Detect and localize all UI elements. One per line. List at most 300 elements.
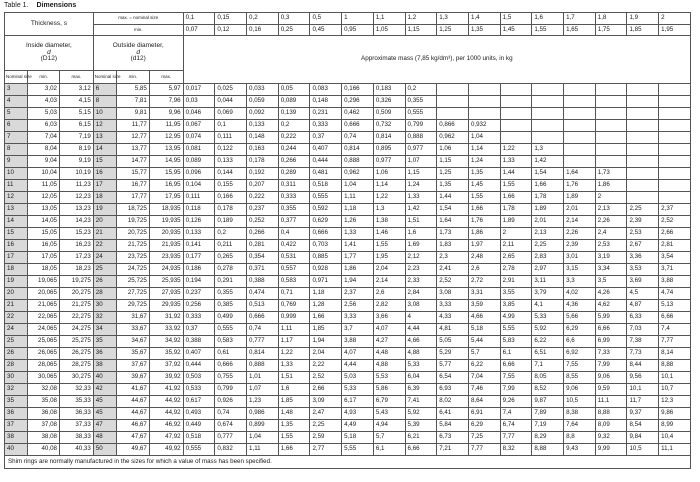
mass-value: 0,799 <box>405 120 437 132</box>
mass-value <box>564 84 596 96</box>
mass-value <box>595 108 627 120</box>
mass-value: 0,449 <box>183 420 215 432</box>
thickness-min-value: 1,55 <box>532 25 564 36</box>
mass-value: 1,35 <box>437 180 469 192</box>
mass-value: 0,377 <box>278 216 310 228</box>
mass-value: 3,3 <box>564 276 596 288</box>
inside-nominal-size: 13 <box>5 204 28 216</box>
inside-diameter-min: 26,065 <box>28 348 60 360</box>
outside-diameter-max: 44,92 <box>149 408 183 420</box>
mass-value: 0,222 <box>278 132 310 144</box>
mass-value: 1,64 <box>564 168 596 180</box>
mass-value <box>659 168 691 180</box>
outside-nominal-size: 25 <box>93 264 116 276</box>
mass-value: 0,2 <box>405 84 437 96</box>
mass-value: 0,133 <box>183 228 215 240</box>
outside-diameter-min: 44,67 <box>117 396 150 408</box>
mass-value: 0,083 <box>310 84 342 96</box>
outside-nominal-size: 47 <box>93 420 116 432</box>
mass-value: 4,93 <box>342 408 374 420</box>
mass-value <box>532 108 564 120</box>
outside-diameter-min: 14,77 <box>117 156 150 168</box>
mass-value: 5,29 <box>437 348 469 360</box>
mass-value: 2 <box>500 228 532 240</box>
mass-value <box>437 108 469 120</box>
mass-value: 3,5 <box>595 276 627 288</box>
outside-nominal-size: 30 <box>93 300 116 312</box>
mass-value: 9,86 <box>659 408 691 420</box>
inside-nominal-size: 4 <box>5 96 28 108</box>
outside-diameter-min: 39,67 <box>117 372 150 384</box>
mass-value: 7,19 <box>532 420 564 432</box>
mass-value: 6,66 <box>659 312 691 324</box>
mass-value: 5,77 <box>437 360 469 372</box>
mass-value: 1,73 <box>595 168 627 180</box>
thickness-max-value: 1 <box>342 13 374 25</box>
thickness-max-value: 2 <box>659 13 691 25</box>
outside-nominal-size: 6 <box>93 84 116 96</box>
thickness-max-value: 1,9 <box>627 13 659 25</box>
mass-value: 2,13 <box>595 204 627 216</box>
table-row <box>5 264 691 276</box>
mass-value: 8,44 <box>627 360 659 372</box>
mass-value: 7,25 <box>468 432 500 444</box>
mass-value: 7,1 <box>532 360 564 372</box>
mass-value: 0,2 <box>215 228 247 240</box>
mass-value: 0,999 <box>278 312 310 324</box>
outside-diameter-max: 19,935 <box>149 216 183 228</box>
mass-value: 1,94 <box>310 336 342 348</box>
max-nominal-label: max. = nominal size <box>93 13 183 25</box>
outside-diameter-min: 13,77 <box>117 144 150 156</box>
inside-nominal-size: 40 <box>5 444 28 456</box>
mass-value: 5,33 <box>532 312 564 324</box>
mass-value: 0,832 <box>215 444 247 456</box>
mass-value: 3,11 <box>532 276 564 288</box>
mass-value: 0,462 <box>342 108 374 120</box>
mass-value <box>532 96 564 108</box>
mass-value: 2,13 <box>532 228 564 240</box>
outside-max-label: max. <box>149 71 183 84</box>
table-row <box>5 180 691 192</box>
outside-diameter-max: 46,92 <box>149 420 183 432</box>
mass-value: 7,77 <box>468 444 500 456</box>
inside-nominal-size: 11 <box>5 180 28 192</box>
outside-diameter-max: 37,92 <box>149 360 183 372</box>
mass-value: 1,35 <box>278 420 310 432</box>
mass-value: 0,666 <box>310 228 342 240</box>
mass-value: 4,66 <box>405 336 437 348</box>
mass-value: 0,231 <box>310 108 342 120</box>
mass-value: 2,52 <box>437 276 469 288</box>
min-label: min. <box>93 25 183 36</box>
mass-value: 0,291 <box>215 276 247 288</box>
inside-diameter-min: 37,08 <box>28 420 60 432</box>
mass-value: 1,33 <box>342 228 374 240</box>
outside-diameter-min: 21,725 <box>117 240 150 252</box>
mass-value: 1,07 <box>247 384 279 396</box>
mass-value: 8,88 <box>595 408 627 420</box>
mass-value: 0,388 <box>247 276 279 288</box>
thickness-max-value: 0,2 <box>247 13 279 25</box>
inside-diameter-max: 26,275 <box>59 348 93 360</box>
mass-value <box>468 108 500 120</box>
mass-value: 9,37 <box>627 408 659 420</box>
mass-value: 0,703 <box>310 240 342 252</box>
mass-value: 5,7 <box>468 348 500 360</box>
mass-value: 4,44 <box>405 324 437 336</box>
mass-value: 6,22 <box>468 360 500 372</box>
mass-value: 0,03 <box>183 96 215 108</box>
outside-diameter-min: 34,67 <box>117 336 150 348</box>
mass-value: 6,66 <box>500 360 532 372</box>
mass-value: 5,66 <box>564 312 596 324</box>
inside-diameter-max: 6,15 <box>59 120 93 132</box>
inside-diameter-min: 16,05 <box>28 240 60 252</box>
mass-value: 8,88 <box>659 360 691 372</box>
mass-value: 0,017 <box>183 84 215 96</box>
outside-nominal-size: 26 <box>93 276 116 288</box>
mass-value: 4,62 <box>595 300 627 312</box>
inside-diameter-min: 28,065 <box>28 360 60 372</box>
mass-value: 1,95 <box>373 252 405 264</box>
mass-value: 4,36 <box>564 300 596 312</box>
outside-diameter-min: 33,67 <box>117 324 150 336</box>
outside-nominal-size: 16 <box>93 168 116 180</box>
mass-value: 3,69 <box>627 276 659 288</box>
mass-value: 8,02 <box>437 396 469 408</box>
table-row <box>5 408 691 420</box>
mass-value: 4,88 <box>373 360 405 372</box>
mass-value: 6,54 <box>437 372 469 384</box>
mass-value: 0,244 <box>278 144 310 156</box>
mass-value: 11,7 <box>627 396 659 408</box>
inside-diameter-max: 20,275 <box>59 288 93 300</box>
table-row <box>5 240 691 252</box>
mass-value: 10,5 <box>627 444 659 456</box>
mass-value: 3,15 <box>564 264 596 276</box>
mass-value: 0,311 <box>278 180 310 192</box>
outside-diameter-min: 25,725 <box>117 276 150 288</box>
outside-diameter-min: 31,67 <box>117 312 150 324</box>
mass-value <box>500 120 532 132</box>
mass-value: 7,73 <box>627 348 659 360</box>
mass-value <box>564 108 596 120</box>
mass-value <box>500 96 532 108</box>
outside-diameter-tolerance: (d12) <box>130 55 146 63</box>
mass-value: 0,059 <box>247 96 279 108</box>
inside-diameter-min: 25,065 <box>28 336 60 348</box>
mass-value: 1,55 <box>278 432 310 444</box>
inside-diameter-min: 8,04 <box>28 144 60 156</box>
mass-value: 0,971 <box>310 276 342 288</box>
mass-value: 0,333 <box>310 120 342 132</box>
table-row <box>5 204 691 216</box>
mass-value: 0,61 <box>215 348 247 360</box>
mass-value: 2,01 <box>532 216 564 228</box>
mass-value <box>627 144 659 156</box>
inside-diameter-max: 30,275 <box>59 372 93 384</box>
inside-nominal-size: 36 <box>5 408 28 420</box>
mass-value: 5,39 <box>405 420 437 432</box>
inside-diameter-min: 38,08 <box>28 432 60 444</box>
mass-value: 3,85 <box>500 300 532 312</box>
outside-diameter-min: 35,67 <box>117 348 150 360</box>
outside-nominal-size: 18 <box>93 192 116 204</box>
mass-value: 4,27 <box>373 336 405 348</box>
mass-value: 0,252 <box>247 216 279 228</box>
mass-value: 4,02 <box>564 288 596 300</box>
mass-value: 1,54 <box>532 168 564 180</box>
mass-value: 1,01 <box>247 372 279 384</box>
outside-diameter-max: 31,92 <box>149 312 183 324</box>
mass-value: 1,6 <box>278 384 310 396</box>
thickness-max-value: 1,1 <box>373 13 405 25</box>
outside-diameter-max: 49,92 <box>149 444 183 456</box>
mass-value: 6,74 <box>500 420 532 432</box>
inside-nominal-size: 5 <box>5 108 28 120</box>
mass-value: 0,178 <box>247 156 279 168</box>
mass-value: 6,1 <box>373 444 405 456</box>
mass-value: 1,35 <box>468 168 500 180</box>
inside-diameter-max: 22,275 <box>59 312 93 324</box>
mass-value: 2,53 <box>595 240 627 252</box>
mass-value <box>627 120 659 132</box>
outside-nominal-size: 20 <box>93 216 116 228</box>
mass-value: 0,407 <box>183 348 215 360</box>
inside-diameter-max: 18,23 <box>59 264 93 276</box>
mass-value: 0,089 <box>183 156 215 168</box>
mass-value: 5,86 <box>373 384 405 396</box>
mass-header: Approximate mass (7,85 kg/dm³), per 1000 units, in kg <box>183 36 690 84</box>
mass-value <box>595 144 627 156</box>
mass-value: 0,265 <box>215 252 247 264</box>
mass-value: 9,43 <box>564 444 596 456</box>
mass-value: 8,09 <box>595 420 627 432</box>
inside-diameter-min: 10,04 <box>28 168 60 180</box>
mass-value: 5,03 <box>342 372 374 384</box>
mass-value: 0,104 <box>183 180 215 192</box>
mass-value: 2,81 <box>659 240 691 252</box>
mass-value: 5,44 <box>468 336 500 348</box>
mass-value: 0,355 <box>405 96 437 108</box>
mass-value: 7,21 <box>437 444 469 456</box>
mass-value: 2,26 <box>564 228 596 240</box>
mass-value <box>468 84 500 96</box>
mass-value: 2,14 <box>373 276 405 288</box>
mass-value: 0,141 <box>183 240 215 252</box>
mass-value: 2,91 <box>500 276 532 288</box>
mass-value: 0,166 <box>215 192 247 204</box>
mass-value: 6,39 <box>405 384 437 396</box>
mass-value: 0,081 <box>183 144 215 156</box>
inside-diameter-max: 32,33 <box>59 384 93 396</box>
thickness-min-value: 0,25 <box>278 25 310 36</box>
inside-diameter-min: 14,05 <box>28 216 60 228</box>
mass-value: 9,87 <box>532 396 564 408</box>
mass-value: 1,66 <box>500 192 532 204</box>
mass-value: 1,14 <box>373 180 405 192</box>
mass-value: 6,51 <box>532 348 564 360</box>
table-row <box>5 144 691 156</box>
mass-value: 4,07 <box>373 324 405 336</box>
mass-value: 7,33 <box>595 348 627 360</box>
mass-value <box>627 96 659 108</box>
mass-value: 0,089 <box>278 96 310 108</box>
mass-value: 0,111 <box>215 132 247 144</box>
mass-value: 7,89 <box>532 408 564 420</box>
inside-nominal-size: 37 <box>5 420 28 432</box>
mass-value: 4,26 <box>595 288 627 300</box>
outside-nominal-size: 28 <box>93 288 116 300</box>
mass-value: 0,518 <box>310 180 342 192</box>
mass-value <box>564 156 596 168</box>
mass-value <box>627 108 659 120</box>
inside-nominal-size: 26 <box>5 348 28 360</box>
mass-value: 2,59 <box>310 432 342 444</box>
outside-diameter-min: 23,725 <box>117 252 150 264</box>
mass-value: 0,777 <box>215 432 247 444</box>
mass-value: 5,13 <box>659 300 691 312</box>
outside-nominal-size-label: Nominal size <box>93 71 116 84</box>
table-row <box>5 396 691 408</box>
mass-value: 2,04 <box>310 348 342 360</box>
mass-value: 6,29 <box>468 420 500 432</box>
thickness-min-value: 1,45 <box>500 25 532 36</box>
mass-value: 0,407 <box>310 144 342 156</box>
mass-value: 0,977 <box>373 156 405 168</box>
mass-value: 9,06 <box>595 372 627 384</box>
mass-value: 9,99 <box>595 444 627 456</box>
outside-diameter-max: 21,935 <box>149 240 183 252</box>
mass-value: 2,77 <box>310 444 342 456</box>
outside-diameter-max: 13,95 <box>149 144 183 156</box>
mass-value <box>595 120 627 132</box>
mass-value: 4,49 <box>342 420 374 432</box>
mass-value: 2,56 <box>342 300 374 312</box>
table-row <box>5 120 691 132</box>
mass-value: 1,55 <box>468 192 500 204</box>
mass-value: 9,06 <box>564 384 596 396</box>
outside-diameter-min: 15,77 <box>117 168 150 180</box>
mass-value: 0,155 <box>215 180 247 192</box>
mass-value: 10,1 <box>659 372 691 384</box>
mass-value: 3,54 <box>659 252 691 264</box>
mass-value: 6,41 <box>437 408 469 420</box>
mass-value: 1,86 <box>342 264 374 276</box>
mass-value: 2,39 <box>564 240 596 252</box>
mass-value <box>595 96 627 108</box>
mass-value: 4,48 <box>373 348 405 360</box>
mass-value: 9,84 <box>627 432 659 444</box>
mass-value <box>500 132 532 144</box>
outside-diameter-min: 12,77 <box>117 132 150 144</box>
mass-value: 0,74 <box>247 324 279 336</box>
mass-value: 0,899 <box>247 420 279 432</box>
outside-nominal-size: 50 <box>93 444 116 456</box>
inside-nominal-size: 25 <box>5 336 28 348</box>
outside-nominal-size: 32 <box>93 312 116 324</box>
outside-nominal-size: 38 <box>93 360 116 372</box>
mass-value: 10,7 <box>659 384 691 396</box>
mass-value: 0,888 <box>342 156 374 168</box>
table-row <box>5 288 691 300</box>
mass-value: 1,22 <box>500 144 532 156</box>
mass-value: 0,74 <box>342 132 374 144</box>
inside-diameter-min: 11,05 <box>28 180 60 192</box>
mass-value: 10,4 <box>659 432 691 444</box>
mass-value: 1,24 <box>405 180 437 192</box>
mass-value: 1,11 <box>247 444 279 456</box>
inside-diameter-min: 13,05 <box>28 204 60 216</box>
table-row <box>5 360 691 372</box>
mass-value: 0,531 <box>278 252 310 264</box>
mass-value: 1,18 <box>342 204 374 216</box>
mass-value: 1,04 <box>247 432 279 444</box>
mass-value: 1,64 <box>437 216 469 228</box>
mass-value: 1,24 <box>468 156 500 168</box>
mass-value <box>595 156 627 168</box>
outside-diameter-max: 5,97 <box>149 84 183 96</box>
mass-value: 4,66 <box>468 312 500 324</box>
inside-diameter-min: 7,04 <box>28 132 60 144</box>
inside-nominal-size: 12 <box>5 192 28 204</box>
inside-nominal-size: 32 <box>5 384 28 396</box>
outside-nominal-size: 22 <box>93 240 116 252</box>
mass-value <box>627 168 659 180</box>
mass-value: 7,41 <box>405 396 437 408</box>
mass-value: 0,509 <box>373 108 405 120</box>
mass-value: 7,55 <box>564 360 596 372</box>
mass-value: 0,4 <box>278 228 310 240</box>
mass-value: 2,01 <box>564 204 596 216</box>
mass-value <box>627 132 659 144</box>
mass-value: 7,38 <box>627 336 659 348</box>
outside-nominal-size: 10 <box>93 108 116 120</box>
mass-value: 0,481 <box>310 168 342 180</box>
mass-value: 0,289 <box>278 168 310 180</box>
outside-nominal-size: 48 <box>93 432 116 444</box>
mass-value: 3,79 <box>532 288 564 300</box>
mass-value: 1,44 <box>437 192 469 204</box>
mass-value <box>627 84 659 96</box>
mass-value: 5,92 <box>532 324 564 336</box>
table-row <box>5 156 691 168</box>
mass-value: 3,36 <box>627 252 659 264</box>
mass-value: 0,05 <box>278 84 310 96</box>
inside-diameter-max: 40,33 <box>59 444 93 456</box>
outside-nominal-size: 45 <box>93 396 116 408</box>
mass-value: 4,44 <box>342 360 374 372</box>
inside-diameter-min: 20,065 <box>28 288 60 300</box>
outside-diameter-max: 24,935 <box>149 264 183 276</box>
mass-value: 1,04 <box>342 180 374 192</box>
thickness-min-value: 0,95 <box>342 25 374 36</box>
mass-value: 1,18 <box>310 288 342 300</box>
outside-diameter-max: 20,935 <box>149 228 183 240</box>
outside-nominal-size: 40 <box>93 372 116 384</box>
mass-value: 0,617 <box>183 396 215 408</box>
outside-diameter-min: 7,81 <box>117 96 150 108</box>
inside-diameter-max: 17,23 <box>59 252 93 264</box>
mass-value: 1,22 <box>373 192 405 204</box>
inside-nominal-size: 22 <box>5 312 28 324</box>
mass-value: 0,211 <box>215 240 247 252</box>
mass-value: 1,85 <box>310 324 342 336</box>
thickness-min-value: 1,75 <box>595 25 627 36</box>
mass-value: 0,666 <box>342 120 374 132</box>
outside-diameter-min: 16,77 <box>117 180 150 192</box>
